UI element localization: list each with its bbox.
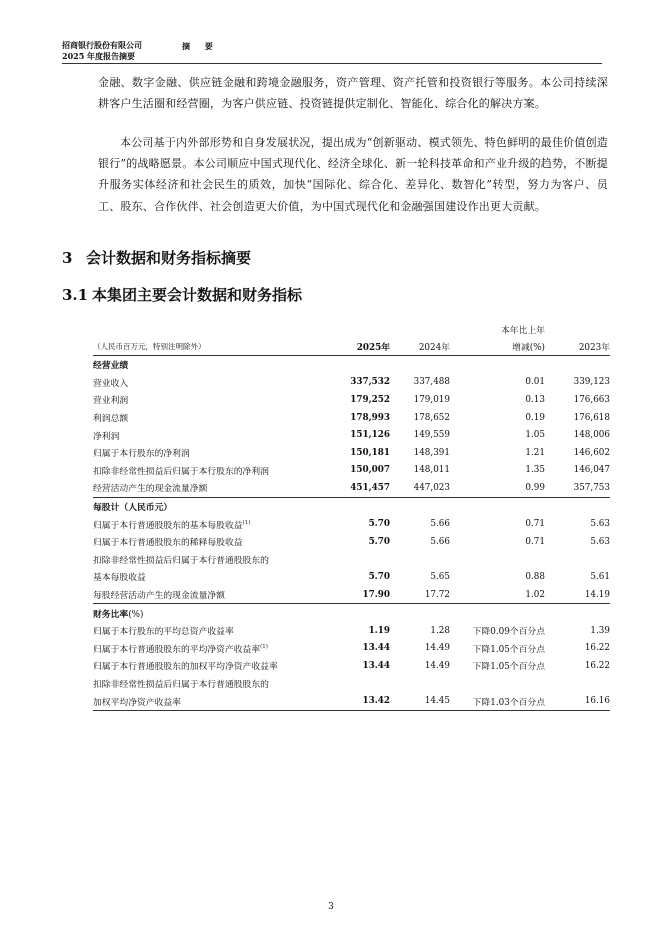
table-row (93, 657, 610, 675)
row-label (93, 622, 348, 640)
empty-cell (390, 551, 450, 569)
table-row (93, 391, 610, 409)
empty-cell (545, 675, 610, 693)
value-2025: 13.44 (362, 643, 390, 654)
value-2023: 16.22 (584, 643, 610, 654)
value-2024: 148,391 (413, 447, 450, 458)
empty-cell (450, 551, 545, 569)
value-change: 0.01 (525, 377, 545, 388)
value-2023: 357,753 (573, 482, 610, 493)
section-title-text: 经营业绩 (93, 361, 129, 372)
value-2024: 5.66 (430, 536, 450, 547)
running-header (62, 40, 142, 62)
row-label (93, 409, 348, 427)
value-change: 1.21 (525, 447, 545, 458)
empty-cell (390, 356, 450, 374)
empty-cell (390, 604, 450, 622)
value-2024: 447,023 (413, 482, 450, 493)
row-label (93, 657, 348, 675)
section-number: 3 (62, 249, 73, 267)
section-heading (62, 247, 251, 268)
row-label (93, 640, 348, 658)
value-2025: 151,126 (350, 430, 390, 441)
row-label-text: 归属于本行普通股股东的基本每股收益 (93, 520, 243, 531)
table-section-row (93, 604, 610, 622)
row-label (93, 426, 348, 444)
table-section-row (93, 497, 610, 515)
financial-indicators-table (93, 321, 610, 711)
row-label-text: 扣除非经常性损益后归属于本行股东的净利润 (93, 466, 269, 477)
row-label-continued: 加权平均净资产收益率 (93, 692, 348, 710)
row-label-text: 营业利润 (93, 396, 129, 407)
value-2023: 5.63 (590, 536, 610, 547)
value-2025: 13.42 (348, 692, 390, 710)
table-row (93, 515, 610, 533)
row-label-continued: 基本每股收益 (93, 573, 146, 584)
empty-cell (348, 604, 390, 622)
table-header-row (93, 337, 610, 356)
footnote-marker: (1) (260, 643, 268, 650)
value-2024: 337,488 (413, 377, 450, 388)
value-2024: 148,011 (413, 465, 450, 476)
row-label-text: 营业收入 (93, 378, 129, 389)
row-label (93, 586, 348, 604)
row-label-text: 归属于本行普通股股东的平均净资产收益率 (93, 644, 261, 655)
value-2023: 148,006 (573, 430, 610, 441)
value-2023: 146,602 (573, 447, 610, 458)
value-change: 1.35 (525, 465, 545, 476)
table-row (93, 374, 610, 392)
table-row (93, 622, 610, 640)
value-2025: 1.19 (368, 625, 390, 636)
table-row (93, 533, 610, 551)
row-label (93, 391, 348, 409)
value-change: 0.13 (525, 394, 545, 405)
column-header-2024: 2024年 (390, 337, 450, 356)
empty-cell (390, 497, 450, 515)
row-label: 扣除非经常性损益后归属于本行普通股股东的 (93, 555, 269, 566)
value-change: 0.88 (525, 571, 545, 582)
value-2025: 451,457 (350, 482, 390, 493)
row-label-text: 归属于本行股东的净利润 (93, 449, 190, 460)
row-label (93, 462, 348, 480)
value-change: 下降1.05个百分点 (472, 662, 545, 673)
table-row (93, 586, 610, 604)
section-title-suffix: (%) (128, 609, 144, 620)
value-2024: 5.65 (430, 571, 450, 582)
value-2024: 14.45 (390, 692, 450, 710)
value-change: 0.19 (525, 412, 545, 423)
table-header-row (93, 321, 610, 337)
value-2025: 150,181 (350, 447, 390, 458)
subsection-number: 3.1 (62, 286, 89, 304)
row-label-text: 归属于本行股东的平均总资产收益率 (93, 627, 234, 638)
value-2023: 339,123 (573, 377, 610, 388)
body-paragraph: 本公司基于内外部形势和自身发展状况，提出成为“创新驱动、模式领先、特色鲜明的最佳价值创造银行”的战略愿景。本公司顺应中国式现代化、经济全球化、新一轮科技革命和产业升级的趋势，不断提升服务实体经济和社会民生的质效，加快“国际化、综合化、差异化、数智化”转型，努力为客户、员工、股东、合作伙伴、社会创造更大价值，为中国式现代化和金融强国建设作出更大贡献。 (98, 136, 608, 213)
value-change: 下降0.09个百分点 (472, 627, 545, 638)
row-label (93, 515, 348, 533)
empty-cell (450, 356, 545, 374)
value-2023: 14.19 (584, 589, 610, 600)
empty-cell (545, 604, 610, 622)
row-label-text: 经营活动产生的现金流量净额 (93, 484, 208, 495)
table-row (93, 692, 610, 710)
value-change: 下降1.05个百分点 (472, 644, 545, 655)
empty-cell (450, 497, 545, 515)
column-header-2023: 2023年 (545, 337, 610, 356)
row-label-text: 归属于本行普通股股东的加权平均净资产收益率 (93, 662, 278, 673)
empty-cell (450, 604, 545, 622)
table-section-row (93, 356, 610, 374)
row-label (93, 533, 348, 551)
footnote-marker: (1) (242, 519, 251, 526)
value-2025: 179,252 (350, 394, 390, 405)
value-2023: 176,663 (573, 394, 610, 405)
value-2024: 5.66 (430, 519, 450, 530)
page-number: 3 (328, 902, 334, 912)
empty-cell (348, 497, 390, 515)
value-2024: 17.72 (424, 589, 450, 600)
row-label (93, 479, 348, 497)
section-title-text: 财务比率 (93, 609, 129, 620)
value-change: 0.71 (525, 519, 545, 530)
table-row (93, 551, 610, 569)
table-row (93, 479, 610, 497)
value-2023: 16.22 (584, 660, 610, 671)
value-change: 1.05 (525, 430, 545, 441)
value-2025: 13.44 (362, 660, 390, 671)
section-title-text: 每股计（人民币元） (93, 503, 173, 514)
value-2024: 178,652 (413, 412, 450, 423)
table-row (93, 462, 610, 480)
row-label-text: 净利润 (93, 431, 120, 442)
section-label (93, 497, 348, 515)
value-2025: 17.90 (362, 589, 390, 600)
value-change: 1.02 (525, 589, 545, 600)
body-paragraph: 金融、数字金融、供应链金融和跨境金融服务，资产管理、资产托管和投资银行等服务。本公司持续深耕客户生活圈和经营圈，为客户供应链、投资链提供定制化、智能化、综合化的解决方案。 (98, 76, 608, 111)
table-row (93, 444, 610, 462)
value-2025: 5.70 (368, 571, 390, 582)
table-row (93, 675, 610, 693)
table-row (93, 426, 610, 444)
header-divider (62, 63, 602, 64)
value-change: 下降1.03个百分点 (450, 692, 545, 710)
empty-cell (545, 497, 610, 515)
unit-note: （人民币百万元，特别注明除外） (93, 337, 348, 356)
empty-cell (545, 551, 610, 569)
row-label-text: 每股经营活动产生的现金流量净额 (93, 591, 225, 602)
section-label (93, 356, 348, 374)
value-2023: 5.63 (590, 519, 610, 530)
empty-cell (348, 356, 390, 374)
table-row (93, 640, 610, 658)
subsection-heading (62, 284, 302, 305)
value-2025: 150,007 (350, 465, 390, 476)
column-header-2025: 2025年 (348, 337, 390, 356)
row-label-text: 利润总额 (93, 414, 129, 425)
value-2023: 146,047 (573, 465, 610, 476)
value-2025: 5.70 (368, 519, 390, 530)
company-name: 招商银行股份有限公司 (62, 40, 142, 50)
empty-cell (390, 675, 450, 693)
row-label (93, 374, 348, 392)
value-2023: 176,618 (573, 412, 610, 423)
value-2024: 1.28 (430, 625, 450, 636)
row-label: 扣除非经常性损益后归属于本行普通股股东的 (93, 679, 269, 690)
value-2024: 14.49 (424, 660, 450, 671)
value-2025: 5.70 (368, 536, 390, 547)
empty-cell (450, 675, 545, 693)
subsection-title: 本集团主要会计数据和财务指标 (92, 286, 303, 304)
value-2025: 178,993 (350, 412, 390, 423)
value-2023: 16.16 (545, 692, 610, 710)
value-2023: 1.39 (590, 625, 610, 636)
value-2025: 337,532 (350, 377, 390, 388)
section-title: 会计数据和财务指标摘要 (86, 249, 252, 267)
empty-cell (348, 675, 390, 693)
empty-cell (348, 551, 390, 569)
value-change: 0.71 (525, 536, 545, 547)
row-label-text: 归属于本行普通股股东的稀释每股收益 (93, 538, 243, 549)
column-header-change-top: 本年比上年 (501, 325, 545, 336)
value-2024: 149,559 (413, 430, 450, 441)
column-header-change: 增减(%) (450, 337, 545, 356)
report-title: 2025 年度报告摘要 (62, 51, 136, 61)
value-2024: 179,019 (413, 394, 450, 405)
table-row (93, 568, 610, 586)
row-label (93, 444, 348, 462)
value-change: 0.99 (525, 482, 545, 493)
header-section-label: 摘 要 (182, 41, 219, 51)
value-2024: 14.49 (424, 643, 450, 654)
value-2023: 5.61 (590, 571, 610, 582)
empty-cell (545, 356, 610, 374)
table-row (93, 409, 610, 427)
section-label (93, 604, 348, 622)
